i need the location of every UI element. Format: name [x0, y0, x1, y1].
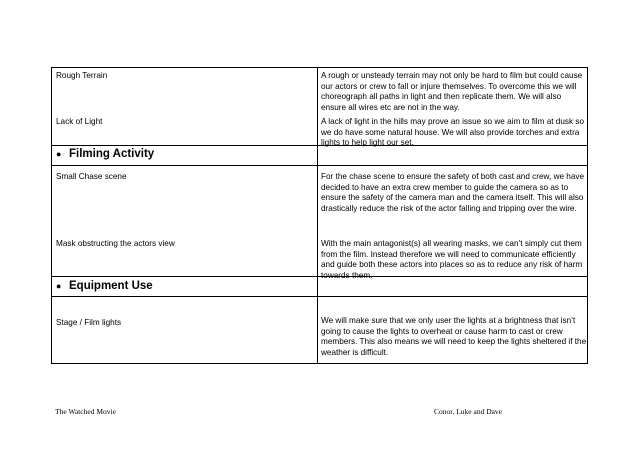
bullet-icon: ●: [56, 281, 62, 291]
row-label-lack-of-light: Lack of Light: [56, 117, 103, 126]
row-label-mask-obstructing: Mask obstructing the actors view: [56, 239, 175, 248]
risk-table: [51, 67, 588, 364]
column-divider: [317, 68, 318, 363]
section-heading-filming-activity: [56, 147, 154, 161]
row-text-small-chase-scene: For the chase scene to ensure the safety of both cast and crew, we have decided to have an extra crew member to guide the camera so as to ensure the safety of the camera man and the camera itself. This will also drastically reduce the risk of the actor falling and tripping over the wire.: [321, 172, 585, 213]
footer-right: Conor, Luke and Dave: [434, 407, 503, 416]
row-label-stage-film-lights: Stage / Film lights: [56, 318, 122, 327]
footer-left: The Watched Movie: [55, 407, 116, 416]
section-heading-equipment-use: [56, 279, 153, 293]
row-text-stage-film-lights: We will make sure that we only user the lights at a brightness that isn’t going to cause the lights to overheat or cause harm to cast or crew members. This also means we will need to keep the lights sheltered if the weather is difficult.: [321, 316, 587, 357]
section-title: Filming Activity: [69, 148, 155, 160]
bullet-icon: ●: [56, 149, 62, 159]
row-text-lack-of-light: A lack of light in the hills may prove an issue so we aim to film at dusk so we do have some natural house. We will also provide torches and extra lights to help light our set.: [321, 117, 585, 147]
row-divider: [52, 165, 587, 166]
row-divider: [52, 296, 587, 297]
row-text-mask-obstructing: With the main antagonist(s) all wearing masks, we can’t simply cut them from the film. Instead therefore we will need to communicate efficiently and guide both these actors into places so as to reduce any risk of harm towards them.: [321, 239, 583, 280]
row-text-rough-terrain: A rough or unsteady terrain may not only be hard to film but could cause our actors or crew to fall or injure themselves. To overcome this we will choreograph all paths in light and then replicate them. We will also ensure all wires etc are not in the way.: [321, 71, 583, 112]
section-title: Equipment Use: [69, 280, 153, 292]
row-label-small-chase-scene: Small Chase scene: [56, 172, 127, 181]
row-label-rough-terrain: Rough Terrain: [56, 71, 108, 80]
